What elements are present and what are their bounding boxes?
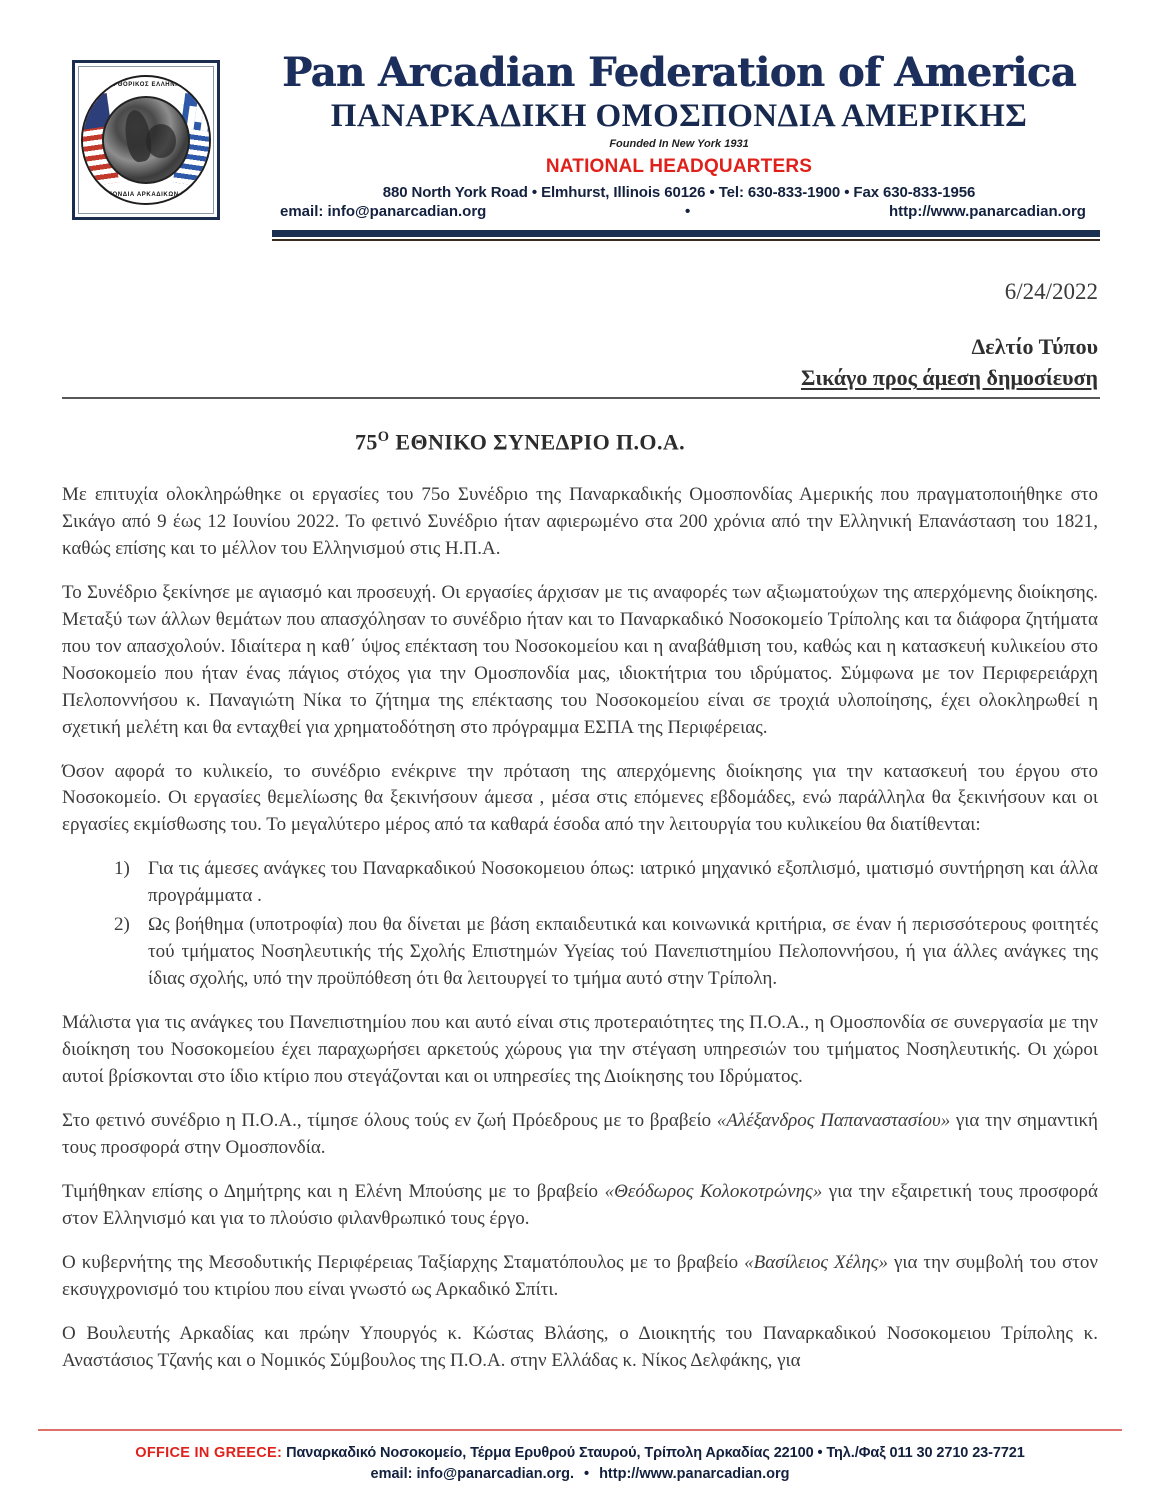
paragraph-4: Μάλιστα για τις ανάγκες του Πανεπιστημίου που και αυτό είναι στις προτεραιότητες της Π.Ο.Α., η Ομοσπονδία σε συνεργασία με την διοίκηση του Νοσοκομείου έχει παραχωρήσει αρκετούς χώρους για την στέγαση υπηρεσιών του τμήματος Νοσηλευτικής. Οι χώροι αυτοί βρίσκονται στο ίδιο κτίριο που στεγάζονται και οι υπηρεσίες της Διοίκησης του Ιδρύματος. xyxy=(62,1012,1098,1088)
seal-inner-border xyxy=(78,66,214,214)
paragraph-6-text-after: για την εξαιρετική τους προσφορά στον Ελληνισμό και για το πλούσιο φιλανθρωπικό τους έργο. xyxy=(62,1181,1098,1230)
document-date: 6/24/2022 xyxy=(1004,279,1098,304)
headquarters-email[interactable]: email: info@panarcadian.org xyxy=(280,202,487,220)
footer-bullet-icon: • xyxy=(584,1466,590,1482)
seal-emblem-icon xyxy=(102,96,190,184)
footer-contact-line xyxy=(0,1466,1160,1482)
headquarters-contact-row xyxy=(258,203,1100,220)
footer-divider xyxy=(38,1429,1122,1431)
page-footer xyxy=(0,1429,1160,1482)
award-name-kolokotronis: «Θεόδωρος Κολοκοτρώνης» xyxy=(604,1181,823,1203)
paragraph-6 xyxy=(62,1179,1098,1233)
divider-thick-line xyxy=(272,230,1100,237)
organization-seal xyxy=(72,52,222,220)
footer-email[interactable]: email: info@panarcadian.org. xyxy=(370,1466,574,1482)
greece-office-address: Παναρκαδικό Νοσοκομείο, Τέρμα Ερυθρού Σταυρού, Τρίπολη Αρκαδίας 22100 • Τηλ./Φαξ 011 30 2710 23-7721 xyxy=(282,1445,1025,1461)
paragraph-5 xyxy=(62,1108,1098,1162)
bullet-separator-icon: • xyxy=(685,202,691,220)
paragraph-5-text-before: Στο φετινό συνέδριο η Π.Ο.Α., τίμησε όλους τούς εν ζωή Πρόεδρους με το βραβείο xyxy=(62,1110,717,1132)
founded-text: Founded In New York 1931 xyxy=(609,137,749,150)
letterhead-text-block xyxy=(222,49,1100,220)
headquarters-website[interactable]: http://www.panarcadian.org xyxy=(889,202,1086,220)
award-name-chelis: «Βασίλειος Χέλης» xyxy=(744,1252,889,1274)
seal-frame xyxy=(72,60,220,220)
paragraph-7-text-before: Ο κυβερνήτης της Μεσοδυτικής Περιφέρειας Ταξίαρχης Σταματόπουλος με το βραβείο xyxy=(62,1252,745,1274)
greece-office-line xyxy=(0,1445,1160,1461)
paragraph-5-text-after: για την σημαντική τους προσφορά στην Ομοσπονδία. xyxy=(62,1110,1098,1159)
organization-name-greek: ΠΑΝΑΡΚΑΔΙΚΗ ΟΜΟΣΠΟΝΔΙΑ ΑΜΕΡΙΚΗΣ xyxy=(330,98,1028,135)
seal-disc xyxy=(81,75,211,205)
paragraph-8: Ο Βουλευτής Αρκαδίας και πρώην Υπουργός κ. Κώστας Βλάσης, ο Διοικητής του Παναρκαδικού Νοσοκομειου Τρίπολης κ. Αναστάσιος Τζανής και ο Νομικός Σύμβουλος της Π.Ο.Α. στην Ελλάδας κ. Νίκος Δελφάκης, για xyxy=(62,1322,1098,1371)
document-body xyxy=(0,482,1160,1375)
paragraph-1: Με επιτυχία ολοκληρώθηκε οι εργασίες του 75ο Συνέδριο της Παναρκαδικής Ομοσπονδίας Αμερικής που πραγματοποιήθηκε στο Σικάγο από 9 έως 12 Ιουνίου 2022. Το φετινό Συνέδριο ήταν αφιερωμένο στα 200 χρόνια από την Ελληνική Επανάσταση του 1821, καθώς επίσης και το μέλλον του Ελληνισμού στις Η.Π.Α. xyxy=(62,483,1098,559)
title-rest: ΕΘΝΙΚΟ ΣΥΝΕΔΡΙΟ Π.Ο.Α. xyxy=(389,429,686,455)
funding-allocation-list xyxy=(62,856,1098,993)
paragraph-7-text-after: για την συμβολή του στον εκσυγχρονισμό του κτιρίου που είναι γνωστό ως Αρκαδικό Σπίτι. xyxy=(62,1252,1099,1301)
office-in-greece-label: OFFICE IN GREECE: xyxy=(135,1445,283,1461)
seal-ring-top-text: ΑΔΙΑΦΘΟΡΙΚΟΣ ΕΛΛΗΝΙΣΜΟΣ xyxy=(95,82,197,88)
paragraph-2: Το Συνέδριο ξεκίνησε με αγιασμό και προσευχή. Οι εργασίες άρχισαν με τις αναφορές των αξιωματούχων της απερχόμενης διοίκησης. Μεταξύ των άλλων θεμάτων που απασχόλησαν το συνέδριο ήταν και το Παναρκαδικό Νοσοκομείο Τρίπολης και τα διάφορα ζητήματα που τον απασχολούν. Ιδιαίτερα η καθ΄ ύψος επέκταση του Νοσοκομείου και η αναβάθμιση του, καθώς και η κατασκευή κυλικείου στο Νοσοκομείο που ήταν ένας πάγιος στόχος για την Ομοσπονδία μας, ιδιοκτήτρια του ιδρύματος. Σύμφωνα με τον Περιφερειάρχη Πελοποννήσου κ. Παναγιώτη Νίκα το ζήτημα της επέκτασης του Νοσοκομείου είναι σε τροχιά υλοποίησης, έχει ολοκληρωθεί η σχετική μελέτη και θα ενταχθεί για χρηματοδότηση στο πρόγραμμα ΕΣΠΑ της Περιφέρειας. xyxy=(62,581,1098,738)
organization-name-english: Pan Arcadian Federation of America xyxy=(282,49,1076,96)
paragraph-7 xyxy=(62,1250,1098,1304)
page-title xyxy=(0,429,1160,455)
subhead-line-1: Δελτίο Τύπου xyxy=(971,334,1098,359)
list-item: Ως βοήθημα (υποτροφία) που θα δίνεται με βάση εκπαιδευτικά και κοινωνικά κριτήρια, σε έναν ή περισσότερους φοιτητές τού τμήματος Νοσηλευτικής τής Σχολής Επιστημών Υγείας τού Πανεπιστημίου Πελοποννήσου, ή για άλλες ανάγκες της ίδιας σχολής, υπό την προϋπόθεση ότι θα λειτουργεί το τμήμα αυτό στην Τρίπολη. xyxy=(148,914,1098,990)
press-release-subhead xyxy=(0,305,1160,393)
seal-ring-bottom-text: ΟΜΟΣΠΟΝΔΙΑ ΑΡΚΑΔΙΚΩΝ ΕΡΓΩΝ xyxy=(87,192,205,198)
letterhead xyxy=(0,0,1160,220)
award-name-papanastasiou: «Αλέξανδρος Παπαναστασίου» xyxy=(716,1110,951,1132)
letterhead-divider xyxy=(0,220,1160,241)
paragraph-6-text-before: Τιμήθηκαν επίσης ο Δημήτρης και η Ελένη Μπούσης με το βραβείο xyxy=(62,1181,605,1203)
paragraph-3: Όσον αφορά το κυλικείο, το συνέδριο ενέκρινε την πρόταση της απερχόμενης διοίκησης για την κατασκευή του έργου στο Νοσοκομείο. Οι εργασίες θεμελίωσης θα ξεκινήσουν άμεσα , μέσα στις επόμενες εβδομάδες, ενώ παράλληλα θα ξεκινήσουν και οι εργασίες εκμίσθωσης του. Το μεγαλύτερο μέρος από τα καθαρά έσοδα από την λειτουργία του κυλικείου θα διατίθενται: xyxy=(62,760,1098,836)
footer-website[interactable]: http://www.panarcadian.org xyxy=(599,1466,790,1482)
title-number: 75 xyxy=(354,429,378,455)
headquarters-address: 880 North York Road • Elmhurst, Illinois 60126 • Tel: 630-833-1900 • Fax 630-833-1956 xyxy=(382,183,976,201)
list-item: Για τις άμεσες ανάγκες του Παναρκαδικού Νοσοκομειου όπως: ιατρικό μηχανικό εξοπλισμό, ιματισμό συντήρηση και άλλα προγράμματα . xyxy=(148,858,1098,907)
national-headquarters-label: NATIONAL HEADQUARTERS xyxy=(545,155,813,177)
subhead-divider xyxy=(62,397,1100,399)
subhead-line-2: Σικάγο προς άμεση δημοσίευση xyxy=(800,365,1098,391)
title-ordinal-superscript: Ο xyxy=(377,429,390,446)
